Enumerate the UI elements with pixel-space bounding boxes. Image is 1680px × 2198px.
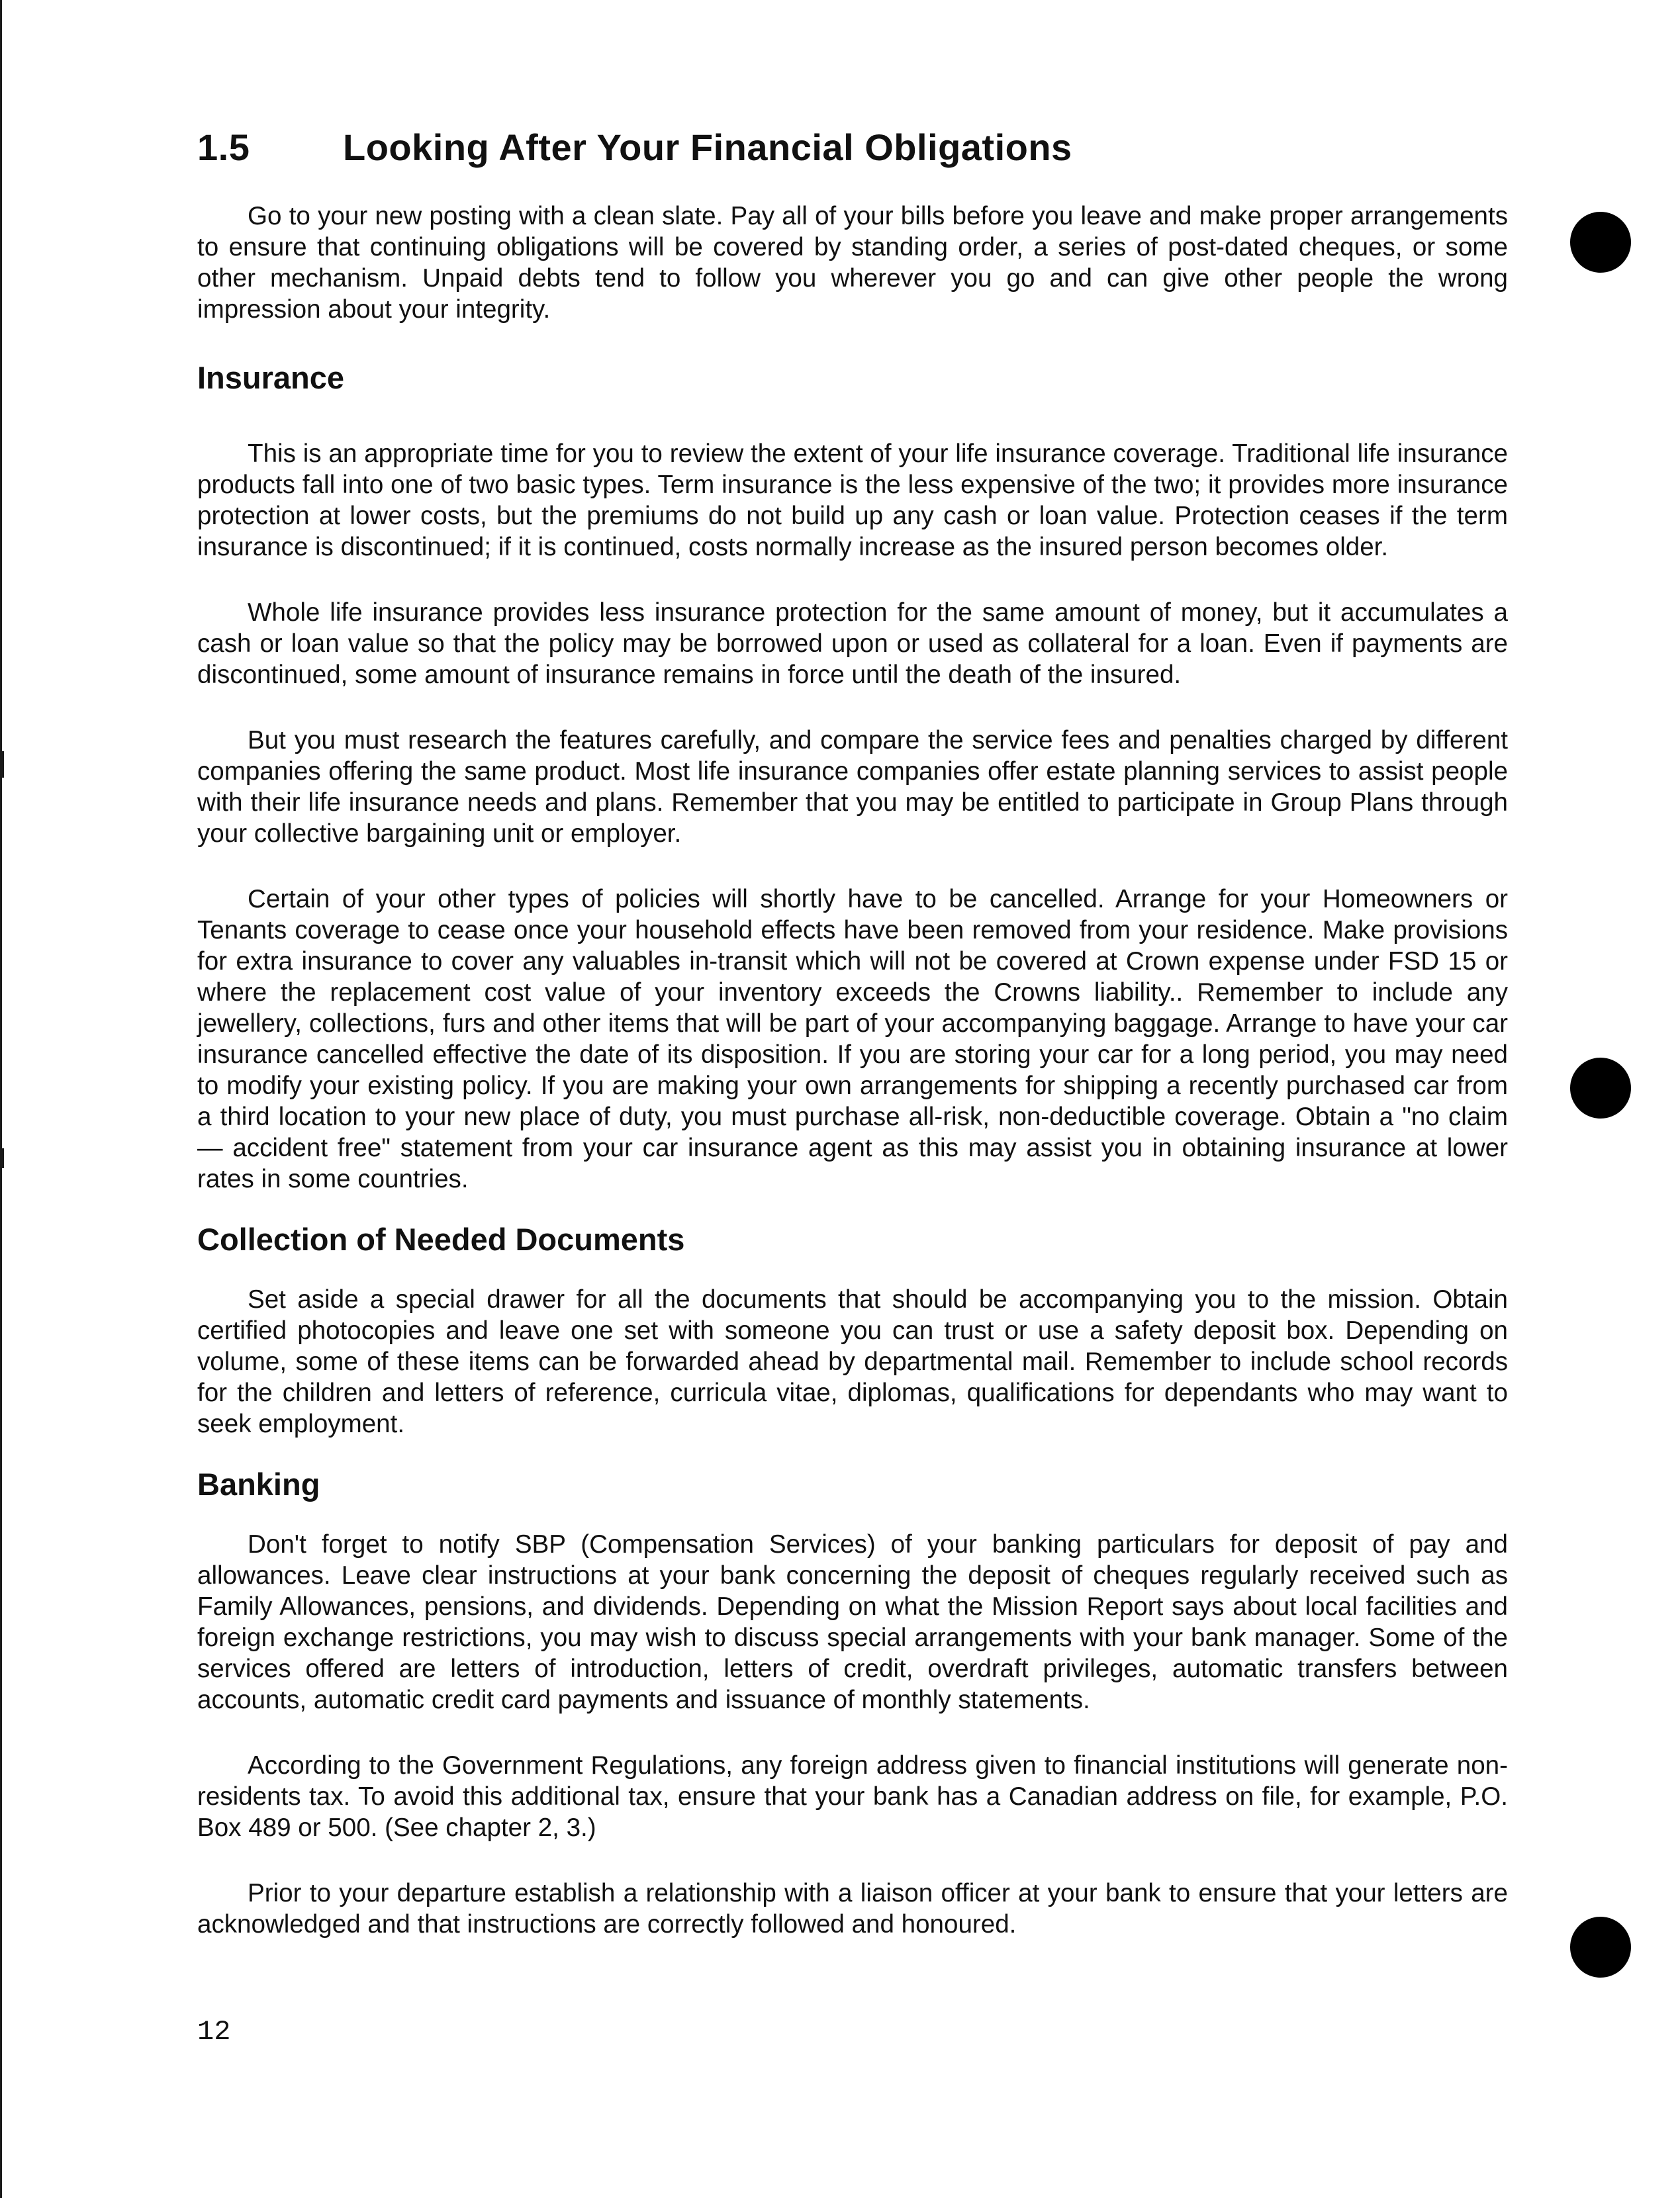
documents-heading: Collection of Needed Documents [197,1222,685,1257]
insurance-paragraph: Certain of your other types of policies will shortly have to be cancelled. Arrange for your Homeowners or Tenants coverage to cease once your household effects have been removed from your residence. Make provisions for extra insurance to cover any valuables in-transit which will not be covered at Crown expense under FSD 15 or where the replacement cost value of your inventory exceeds the Crowns liability.. Remember to include any jewellery, collections, furs and other items that will be part of your accompanying baggage. Arrange to have your car insurance cancelled effective the date of its disposition. If you are storing your car for a long period, you may need to modify your existing policy. If you are making your own arrangements for shipping a recently purchased car from a third location to your new place of duty, you must purchase all-risk, non-deductible coverage. Obtain a "no claim — accident free" statement from your car insurance agent as this may assist you in obtaining insurance at lower rates in some countries. [197,885,1508,1193]
banking-paragraph: Prior to your departure establish a relationship with a liaison officer at your bank to ensure that your letters are acknowledged and that instructions are correctly followed and honoured. [197,1879,1508,1939]
section-title-text: Looking After Your Financial Obligations [343,126,1072,168]
insurance-paragraph: This is an appropriate time for you to review the extent of your life insurance coverage. Traditional life insurance products fall into one of two basic types. Term insurance is the less expensive of the two; it provides more insurance protection at lower costs, but the premiums do not build up any cash or loan value. Protection ceases if the term insurance is discontinued; if it is continued, costs normally increase as the insured person becomes older. [197,439,1508,561]
page-edge-mark [0,751,4,778]
insurance-paragraph: But you must research the features carefully, and compare the service fees and penalties charged by different companies offering the same product. Most life insurance companies offer estate planning services to assist people with their life insurance needs and plans. Remember that you may be entitled to participate in Group Plans through your collective bargaining unit or employer. [197,726,1508,848]
banking-heading: Banking [197,1467,320,1502]
banking-paragraph: According to the Government Regulations, any foreign address given to financial institutions will generate non-residents tax. To avoid this additional tax, ensure that your bank has a Canadian address on file, for example, P.O. Box 489 or 500. (See chapter 2, 3.) [197,1751,1508,1842]
document-body [197,126,1508,1974]
documents-paragraph: Set aside a special drawer for all the documents that should be accompanying you to the mission. Obtain certified photocopies and leave one set with someone you can trust or use a safety deposit box. Depending on volume, some of these items can be forwarded ahead by departmental mail. Remember to include school records for the children and letters of reference, curricula vitae, diplomas, qualifications for dependants who may want to seek employment. [197,1285,1508,1438]
section-number: 1.5 [197,126,250,168]
insurance-heading: Insurance [197,360,345,395]
binder-hole [1570,212,1631,273]
banking-paragraph: Don't forget to notify SBP (Compensation Services) of your banking particulars for deposit of pay and allowances. Leave clear instructions at your bank concerning the deposit of cheques regularly received such as Family Allowances, pensions, and dividends. Depending on what the Mission Report says about local facilities and foreign exchange restrictions, you may wish to discuss special arrangements with your bank manager. Some of the services offered are letters of introduction, letters of credit, overdraft privileges, automatic transfers between accounts, automatic credit card payments and issuance of monthly statements. [197,1530,1508,1714]
binder-hole [1570,1058,1631,1119]
insurance-paragraph: Whole life insurance provides less insurance protection for the same amount of money, but it accumulates a cash or loan value so that the policy may be borrowed upon or used as collateral for a loan. Even if payments are discontinued, some amount of insurance remains in force until the death of the insured. [197,598,1508,689]
page-edge-line [0,0,2,2198]
intro-paragraph: Go to your new posting with a clean slate. Pay all of your bills before you leave and make proper arrangements to ensure that continuing obligations will be covered by standing order, a series of post-dated cheques, or some other mechanism. Unpaid debts tend to follow you wherever you go and can give other people the wrong impression about your integrity. [197,202,1508,324]
page-edge-mark [0,1148,4,1168]
page-number: 12 [197,2016,231,2048]
binder-hole [1570,1917,1631,1978]
section-title [197,126,1508,169]
